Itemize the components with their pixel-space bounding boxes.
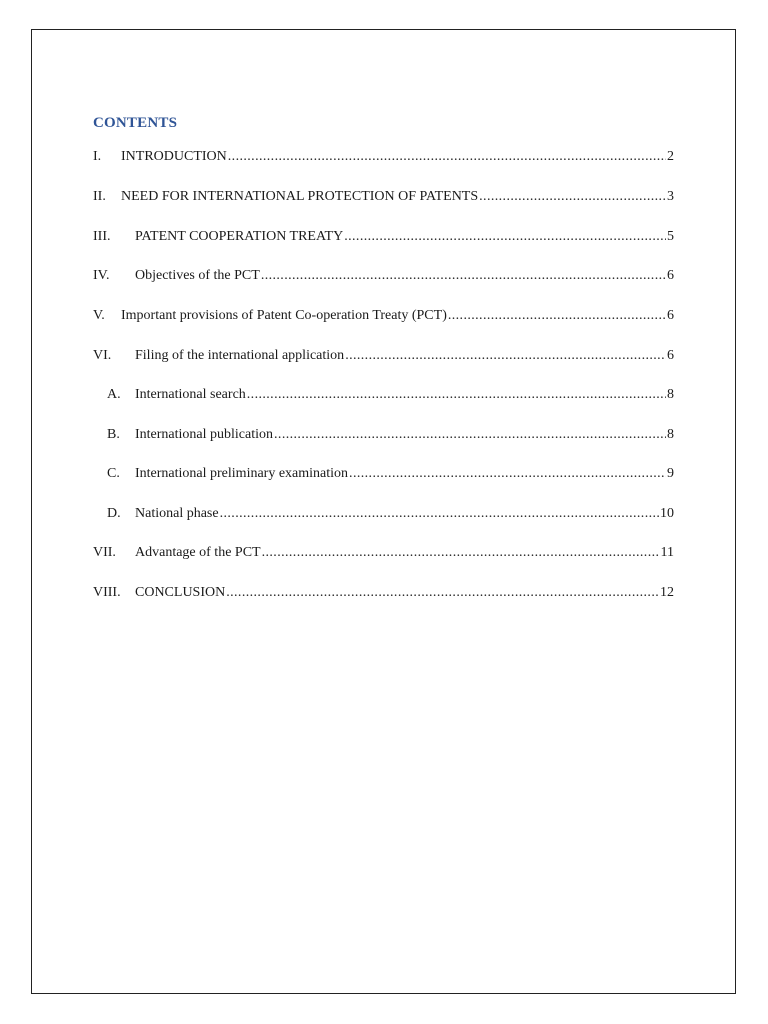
- toc-entry-label: INTRODUCTION: [121, 149, 227, 164]
- toc-dot-leader: [344, 229, 666, 245]
- toc-dot-leader: [274, 427, 666, 443]
- toc-entry-conclusion[interactable]: [93, 585, 674, 603]
- toc-entry-page: 6: [667, 308, 674, 323]
- toc-dot-leader: [226, 585, 659, 601]
- toc-entry-introduction[interactable]: [93, 149, 674, 167]
- toc-dot-leader: [349, 466, 666, 482]
- toc-entry-page: 9: [667, 466, 674, 481]
- toc-entry-label: Important provisions of Patent Co-operation Treaty (PCT): [121, 308, 447, 323]
- toc-entry-number: A.: [107, 387, 121, 402]
- toc-entry-number: II.: [93, 189, 106, 204]
- toc-entry-page: 10: [660, 506, 674, 521]
- toc-entry-patent-cooperation-treaty[interactable]: [93, 229, 674, 247]
- toc-entry-label: Filing of the international application: [135, 348, 345, 363]
- toc-entry-number: IV.: [93, 268, 110, 283]
- toc-entry-number: B.: [107, 427, 120, 442]
- toc-entry-page: 6: [667, 268, 674, 283]
- toc-entry-page: 8: [667, 387, 674, 402]
- toc-dot-leader: [262, 545, 660, 561]
- toc-dot-leader: [247, 387, 666, 403]
- toc-entry-number: VIII.: [93, 585, 121, 600]
- toc-title: CONTENTS: [93, 115, 178, 131]
- toc-entry-label: National phase: [135, 506, 219, 521]
- toc-dot-leader: [220, 506, 659, 522]
- toc-entry-important-provisions[interactable]: [93, 308, 674, 326]
- toc-entry-label: Objectives of the PCT: [135, 268, 260, 283]
- toc-dot-leader: [261, 268, 666, 284]
- toc-entry-label: International preliminary examination: [135, 466, 349, 481]
- toc-entry-label: International publication: [135, 427, 274, 442]
- toc-dot-leader: [345, 348, 666, 364]
- toc-dot-leader: [228, 149, 666, 165]
- toc-entry-number: I.: [93, 149, 102, 164]
- toc-entry-label: Advantage of the PCT: [135, 545, 261, 560]
- toc-entry-filing[interactable]: [93, 348, 674, 366]
- toc-entry-page: 3: [667, 189, 674, 204]
- toc-dot-leader: [448, 308, 666, 324]
- toc-entry-international-publication[interactable]: [107, 427, 674, 445]
- toc-entry-advantage[interactable]: [93, 545, 674, 563]
- toc-entry-number: C.: [107, 466, 120, 481]
- toc-entry-page: 8: [667, 427, 674, 442]
- toc-entry-label: PATENT COOPERATION TREATY: [135, 229, 344, 244]
- toc-entry-need-for-protection[interactable]: [93, 189, 674, 207]
- toc-entry-label: International search: [135, 387, 246, 402]
- toc-entry-page: 12: [660, 585, 674, 600]
- toc-entry-page: 6: [667, 348, 674, 363]
- toc-entry-page: 2: [667, 149, 674, 164]
- toc-entry-preliminary-examination[interactable]: [107, 466, 674, 484]
- toc-entry-number: VII.: [93, 545, 116, 560]
- toc-entry-national-phase[interactable]: [107, 506, 674, 524]
- toc-entry-number: V.: [93, 308, 105, 323]
- toc-entry-page: 5: [667, 229, 674, 244]
- toc-dot-leader: [479, 189, 666, 205]
- toc-entry-number: D.: [107, 506, 121, 521]
- toc-entry-number: III.: [93, 229, 111, 244]
- toc-entry-number: VI.: [93, 348, 112, 363]
- toc-entry-page: 11: [660, 545, 674, 560]
- toc-entry-label: NEED FOR INTERNATIONAL PROTECTION OF PATENTS: [121, 189, 479, 204]
- toc-entry-objectives[interactable]: [93, 268, 674, 286]
- toc-entry-international-search[interactable]: [107, 387, 674, 405]
- toc-entry-label: CONCLUSION: [135, 585, 226, 600]
